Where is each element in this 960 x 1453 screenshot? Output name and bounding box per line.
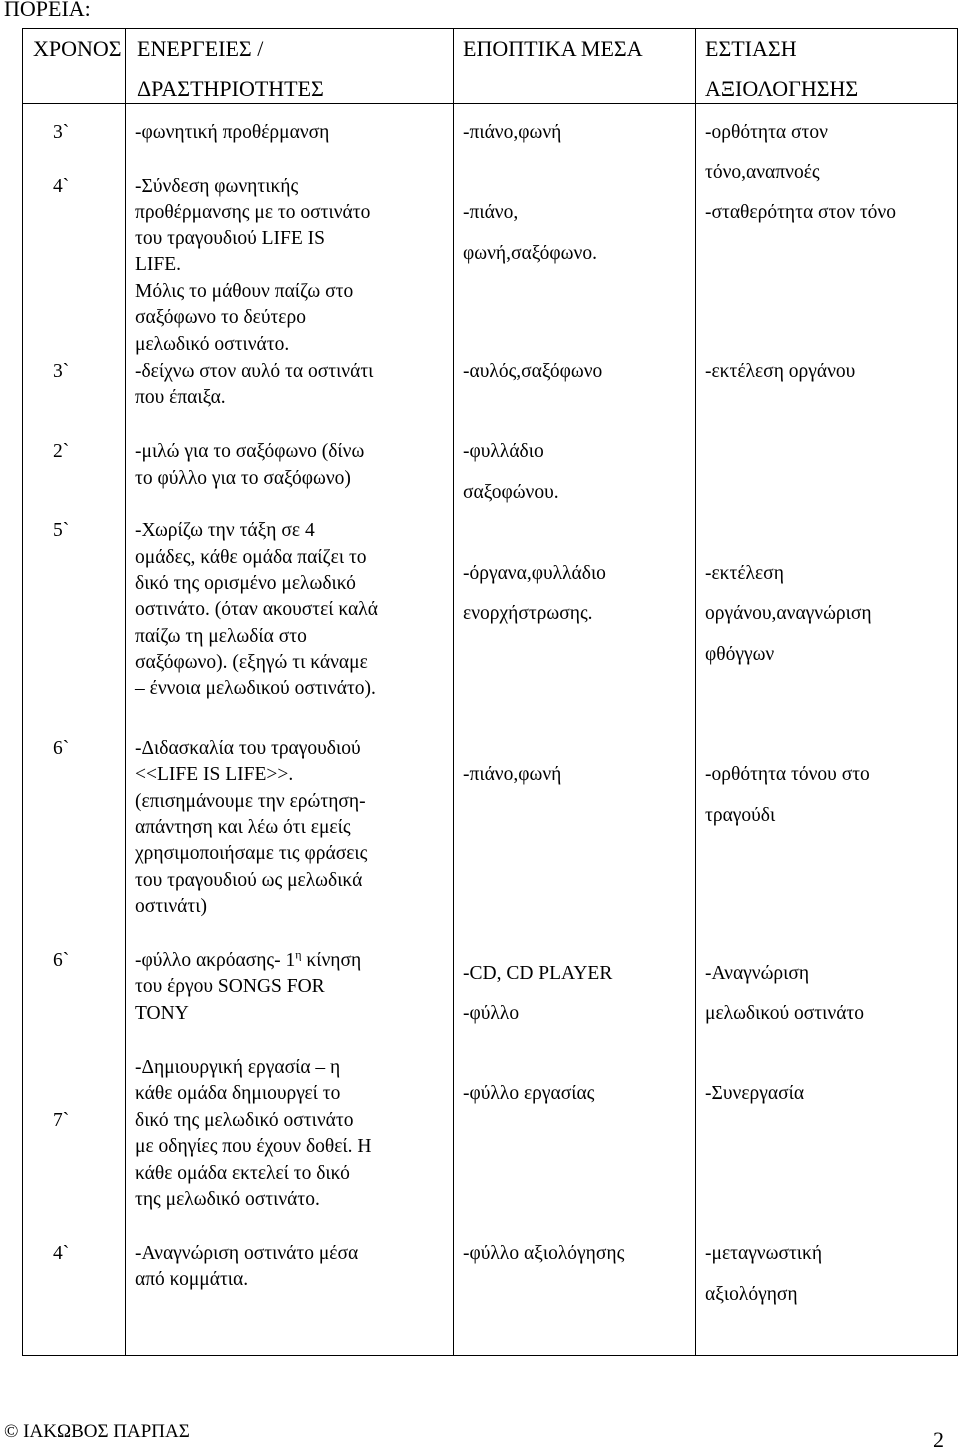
media-cell: -πιάνο,	[463, 202, 519, 223]
activity-line: δικό της ορισμένο μελωδικό	[135, 573, 356, 594]
activity-line: με οδηγίες που έχουν δοθεί. Η	[135, 1136, 372, 1157]
activity-line: παίζω τη μελωδία στο	[135, 626, 307, 647]
time-cell: 3`	[53, 122, 70, 143]
header-media: ΕΠΟΠΤΙΚΑ ΜΕΣΑ	[463, 36, 643, 61]
activity-line: κάθε ομάδα εκτελεί το δικό	[135, 1163, 350, 1184]
copyright-text: © ΙΑΚΩΒΟΣ ΠΑΡΠΑΣ	[4, 1421, 190, 1442]
activity-line: <<LIFE IS LIFE>>.	[135, 764, 294, 785]
activity-line: -δείχνω στον αυλό τα οστινάτι	[135, 361, 374, 382]
evaluation-cell: οργάνου,αναγνώριση	[705, 603, 872, 624]
activity-cell: -φωνητική προθέρμανση	[135, 122, 330, 143]
evaluation-cell: τραγούδι	[705, 805, 776, 826]
ordinal-superscript: η	[295, 947, 302, 962]
activity-line: -μιλώ για το σαξόφωνο (δίνω	[135, 441, 365, 462]
media-cell: -φύλλο εργασίας	[463, 1083, 595, 1104]
activity-line: – έννοια μελωδικού οστινάτο).	[135, 678, 376, 699]
activity-line: απάντηση και λέω ότι εμείς	[135, 817, 351, 838]
column-divider	[453, 29, 454, 1355]
column-divider	[695, 29, 696, 1355]
time-cell: 2`	[53, 441, 70, 462]
activity-line: του τραγουδιού ως μελωδικά	[135, 870, 363, 891]
header-activities-line1: ΕΝΕΡΓΕΙΕΣ /	[137, 36, 264, 61]
evaluation-cell: μελωδικού οστινάτο	[705, 1003, 865, 1024]
page-number: 2	[933, 1427, 944, 1452]
evaluation-cell: φθόγγων	[705, 644, 775, 665]
header-time: ΧΡΟΝΟΣ	[33, 36, 122, 61]
activity-line: μελωδικό οστινάτο.	[135, 334, 290, 355]
media-cell: φωνή,σαξόφωνο.	[463, 243, 597, 264]
media-cell: ενορχήστρωσης.	[463, 603, 593, 624]
media-cell: -φυλλάδιο	[463, 441, 544, 462]
media-cell: -πιάνο,φωνή	[463, 122, 562, 143]
header-evaluation-line1: ΕΣΤΙΑΣΗ	[705, 36, 797, 61]
activity-text: -φύλλο ακρόασης- 1	[135, 950, 296, 971]
activity-line: του τραγουδιού LIFE IS	[135, 228, 326, 249]
media-cell: -CD, CD PLAYER	[463, 963, 613, 984]
activity-line: οστινάτο. (όταν ακουστεί καλά	[135, 599, 378, 620]
activity-line: το φύλλο για το σαξόφωνο)	[135, 468, 351, 489]
lesson-plan-table	[22, 28, 958, 1356]
media-cell: -πιάνο,φωνή	[463, 764, 562, 785]
activity-line: -Διδασκαλία του τραγουδιού	[135, 738, 361, 759]
evaluation-cell: -ορθότητα στον	[705, 122, 828, 143]
activity-line: της μελωδικό οστινάτο.	[135, 1189, 320, 1210]
activity-line: Μόλις το μάθουν παίζω στο	[135, 281, 354, 302]
activity-line: χρησιμοποιήσαμε τις φράσεις	[135, 843, 368, 864]
media-cell: -φύλλο αξιολόγησης	[463, 1243, 625, 1264]
time-cell: 4`	[53, 176, 70, 197]
activity-line: του έργου SONGS FOR	[135, 976, 325, 997]
activity-line: -Σύνδεση φωνητικής	[135, 176, 299, 197]
evaluation-cell: -Συνεργασία	[705, 1083, 805, 1104]
activity-line: TONY	[135, 1003, 189, 1024]
media-cell: -αυλός,σαξόφωνο	[463, 361, 603, 382]
page-footer	[4, 1421, 944, 1452]
header-activities-line2: ΔΡΑΣΤΗΡΙΟΤΗΤΕΣ	[137, 76, 324, 101]
activity-line: σαξόφωνο το δεύτερο	[135, 307, 306, 328]
column-divider	[125, 29, 126, 1355]
evaluation-cell: -μεταγνωστική	[705, 1243, 823, 1264]
media-cell: σαξοφώνου.	[463, 482, 559, 503]
activity-line: (επισημάνουμε την ερώτηση-	[135, 791, 366, 812]
evaluation-cell: αξιολόγηση	[705, 1284, 798, 1305]
time-cell: 3`	[53, 361, 70, 382]
activity-line	[135, 948, 361, 975]
activity-line: LIFE.	[135, 254, 182, 275]
time-cell: 6`	[53, 950, 70, 971]
activity-line: -Χωρίζω την τάξη σε 4	[135, 520, 315, 541]
time-cell: 7`	[53, 1110, 70, 1131]
activity-line: που έπαιξα.	[135, 387, 226, 408]
activity-line: -Δημιουργική εργασία – η	[135, 1057, 341, 1078]
activity-line: κάθε ομάδα δημιουργεί το	[135, 1083, 341, 1104]
evaluation-cell: τόνο,αναπνοές	[705, 162, 820, 183]
time-cell: 6`	[53, 738, 70, 759]
activity-line: από κομμάτια.	[135, 1269, 249, 1290]
evaluation-cell: -σταθερότητα στον τόνο	[705, 202, 896, 223]
activity-line: -Αναγνώριση οστινάτο μέσα	[135, 1243, 359, 1264]
page-title: ΠΟΡΕΙΑ:	[4, 0, 91, 21]
activity-line: οστινάτι)	[135, 896, 207, 917]
activity-text: κίνηση	[301, 950, 362, 971]
evaluation-cell: -ορθότητα τόνου στο	[705, 764, 870, 785]
activity-line: δικό της μελωδικό οστινάτο	[135, 1110, 354, 1131]
time-cell: 4`	[53, 1243, 70, 1264]
evaluation-cell: -εκτέλεση	[705, 563, 784, 584]
evaluation-cell: -Αναγνώριση	[705, 963, 810, 984]
time-cell: 5`	[53, 520, 70, 541]
evaluation-cell: -εκτέλεση οργάνου	[705, 361, 856, 382]
header-evaluation-line2: ΑΞΙΟΛΟΓΗΣΗΣ	[705, 76, 859, 101]
activity-line: ομάδες, κάθε ομάδα παίζει το	[135, 547, 367, 568]
media-cell: -όργανα,φυλλάδιο	[463, 563, 606, 584]
activity-line: σαξόφωνο). (εξηγώ τι κάναμε	[135, 652, 368, 673]
activity-line: προθέρμανσης με το οστινάτο	[135, 202, 371, 223]
media-cell: -φύλλο	[463, 1003, 520, 1024]
